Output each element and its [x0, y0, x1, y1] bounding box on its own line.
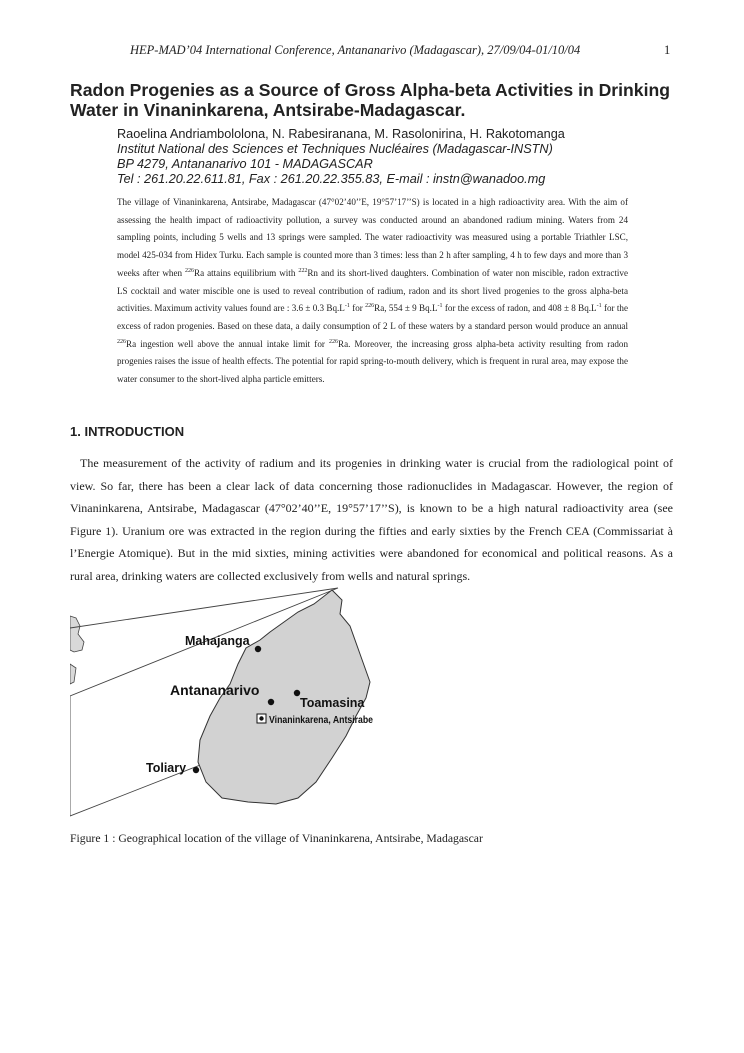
title-line-2: Water in Vinaninkarena, Antsirabe-Madagascar.: [70, 100, 466, 120]
postal-address: BP 4279, Antananarivo 101 - MADAGASCAR: [117, 157, 373, 171]
mainland-lower-shape: [70, 664, 76, 684]
page-number: 1: [664, 43, 671, 57]
author-list: Raoelina Andriambololona, N. Rabesiranana, M. Rasolonirina, H. Rakotomanga: [117, 127, 565, 141]
madagascar-location-map: [70, 586, 380, 824]
mainland-coast-shape: [70, 616, 84, 652]
label-toamasina: Toamasina: [300, 696, 365, 710]
running-header: HEP-MAD’04 International Conference, Antananarivo (Madagascar), 27/09/04-01/10/04: [130, 43, 581, 57]
toliary-dot: [193, 767, 199, 773]
figure-caption: Figure 1 : Geographical location of the village of Vinaninkarena, Antsirabe, Madagascar: [70, 832, 483, 845]
introduction-paragraph: The measurement of the activity of radium and its progenies in drinking water is crucial from the radiological point of view. So far, there has been a clear lack of data concerning those radionuclides in Madagascar. However, the region of Vinaninkarena, Antsirabe, Madagascar (47°02’40’’E, 19°57’17’’S), is known to be a high natural radioactivity area (see Figure 1). Uranium ore was extracted in the region during the fifties and early sixties by the French CEA (Commissariat à l’Energie Atomique). But in the mid sixties, mining activities were abandoned for economical and political reasons. As a rural area, drinking waters are collected exclusively from wells and natural springs.: [70, 456, 673, 583]
abstract: The village of Vinaninkarena, Antsirabe, Madagascar (47°02’40’’E, 19°57’17’’S) is located in a high radioactivity area. With the aim of assessing the health impact of radioactivity pollution, a survey was conducted around an abandoned radium mining. Waters from 24 sampling points, including 5 wells and 13 springs were sampled. The water radioactivity was measured using a portable Triathler LSC, model 425-034 from Hidex Turku. Each sample is counted more than 3 times: less than 2 h after sampling, 4 h to few days and more than 3 weeks after when $^{226}$Ra attains equilibrium with $^{222}$Rn and its short-lived daughters. Combination of water non miscible, radon extractive LS cocktail and water miscible one is used to reveal contribution of radium, radon and its short lived progenies to the gross alpha-beta activities. Maximum activity values found are : 3.6 ± 0.3 $Bq.L^{-1}$ for $^{226}$Ra, 554 ± 9 $Bq.L^{-1}$ for the excess of radon, and 408 ± 8 $Bq.L^{-1}$ for the excess of radon progenies. Based on these data, a daily consumption of 2 L of these waters by a standard person would produce an annual $^{226}$Ra ingestion well above the annual intake limit for $^{226}$Ra. Moreover, the increasing gross alpha-beta activity resulting from radon progenies raises the issue of health effects. The potential for rapid spring-to-mouth delivery, which is frequent in rural area, may expose the water consumer to the short-lived alpha particle emitters.: [117, 197, 628, 385]
label-mahajanga: Mahajanga: [185, 634, 250, 648]
affiliation: Institut National des Sciences et Techniques Nucléaires (Madagascar-INSTN): [117, 142, 553, 156]
label-antananarivo: Antananarivo: [170, 682, 260, 698]
label-toliary: Toliary: [146, 761, 187, 775]
contact-info: Tel : 261.20.22.611.81, Fax : 261.20.22.355.83, E-mail : instn@wanadoo.mg: [117, 172, 546, 186]
section-heading: 1. INTRODUCTION: [70, 424, 185, 439]
vinaninkarena-dot: [259, 716, 263, 720]
title-line-1: Radon Progenies as a Source of Gross Alpha-beta Activities in Drinking: [70, 80, 670, 100]
antananarivo-dot: [268, 699, 274, 705]
paper-title: [70, 80, 690, 120]
label-vinaninkarena: Vinaninkarena, Antsirabe: [269, 715, 374, 726]
mahajanga-dot: [255, 646, 261, 652]
